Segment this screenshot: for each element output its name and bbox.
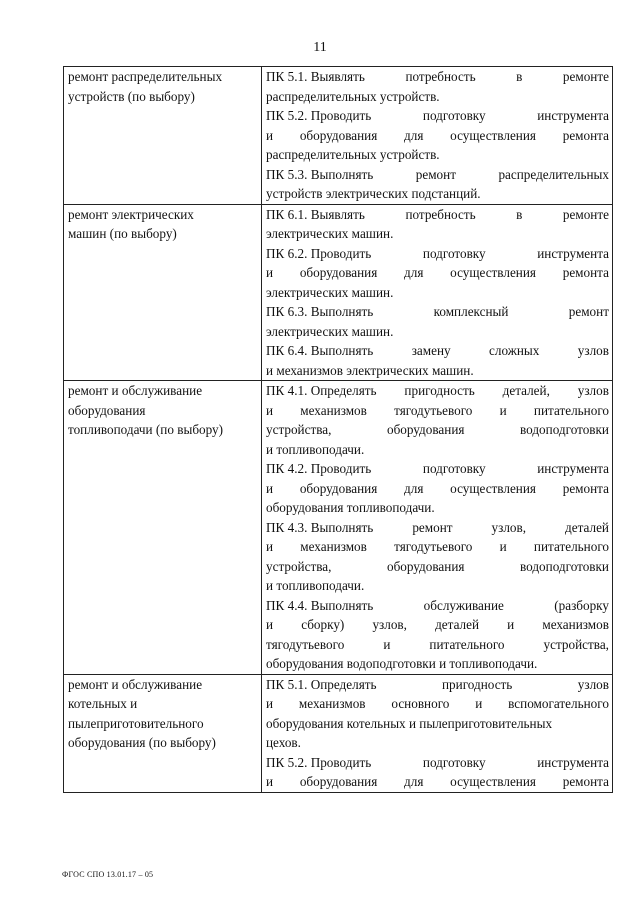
competency-line (266, 537, 609, 557)
competency-text: деталей (565, 519, 609, 535)
competency-line (266, 714, 609, 734)
competency-text: ПК 4.3. Выполнять (266, 519, 374, 535)
competency-text: узлов (577, 383, 609, 398)
competency-text: осуществления (450, 127, 536, 143)
competency-text: ПК 6.3. Выполнять (266, 304, 374, 319)
discipline-line: котельных и (68, 696, 138, 711)
competency-text: ремонта (562, 265, 609, 280)
competency-text: оборудования (299, 127, 378, 143)
competency-text: водоподготовки (519, 558, 609, 574)
competency-text: и (499, 539, 507, 554)
competency-text: ПК 5.2. Проводить (266, 108, 372, 123)
competency-line (266, 733, 609, 753)
competency-text: деталей, (502, 383, 550, 398)
competency-text: ПК 6.4. Выполнять (266, 343, 374, 358)
competency-line (266, 145, 609, 165)
table-row (64, 204, 613, 381)
competency-text: ремонт (415, 166, 456, 182)
competency-text: механизмов (300, 539, 367, 554)
competency-text: узлов (577, 676, 609, 692)
discipline-line: топливоподачи (по выбору) (68, 422, 224, 437)
competency-text: основного (391, 696, 450, 711)
discipline-line: ремонт распределительных (68, 69, 223, 84)
competency-text: электрических машин. (266, 323, 394, 339)
competency-text: в (516, 69, 523, 84)
competency-text: тягодутьевого (394, 539, 473, 554)
competency-text: подготовку (422, 461, 486, 476)
competency-cell (262, 67, 613, 205)
competency-text: инструмента (537, 461, 609, 476)
competency-text: и (475, 696, 483, 711)
competency-line (266, 772, 609, 792)
competency-text: питательного (533, 402, 609, 418)
competency-text: потребность (405, 206, 476, 222)
competency-text: оборудования (386, 558, 465, 574)
competency-text: потребность (405, 69, 476, 84)
competency-text: для (404, 265, 424, 280)
competency-line (266, 479, 609, 499)
competency-text: и (266, 617, 274, 632)
competency-text: водоподготовки (519, 422, 609, 437)
competency-line (266, 576, 609, 596)
competency-text: цехов. (266, 735, 301, 750)
competency-text: ремонта (562, 774, 609, 789)
discipline-cell (64, 381, 262, 675)
discipline-line: машин (по выбору) (68, 226, 177, 241)
competency-line (266, 381, 609, 401)
competency-line (266, 205, 609, 225)
competency-text: оборудования котельных и пылеприготовительных (266, 715, 553, 731)
competency-text: пригодность (404, 383, 475, 398)
competency-line (266, 283, 609, 303)
competency-text: ПК 5.2. Проводить (266, 754, 372, 770)
competency-line (266, 361, 609, 381)
competency-text: и (266, 539, 274, 554)
competency-text: электрических машин. (266, 284, 394, 300)
competency-text: механизмов (300, 402, 367, 418)
competency-line (266, 165, 609, 185)
competency-text: и топливоподачи. (266, 441, 365, 457)
competency-text: ПК 5.3. Выполнять (266, 166, 374, 182)
competency-text: и (266, 402, 274, 418)
competency-text: для (404, 774, 424, 789)
competency-text: для (404, 127, 424, 143)
competency-line (266, 440, 609, 460)
competency-text: инструмента (537, 754, 609, 770)
competency-line (266, 498, 609, 518)
competency-text: в (516, 206, 523, 222)
competency-text: оборудования (386, 422, 465, 437)
competency-text: подготовку (422, 754, 486, 770)
competency-line (266, 518, 609, 538)
competency-text: питательного (429, 636, 505, 652)
competency-text: ПК 4.1. Определять (266, 383, 377, 398)
discipline-line: пылеприготовительного (68, 715, 204, 731)
competency-text: оборудования (299, 265, 378, 280)
discipline-cell (64, 67, 262, 205)
competency-cell (262, 204, 613, 381)
competency-cell (262, 381, 613, 675)
competency-text: и (383, 636, 391, 652)
competency-text: ПК 5.1. Определять (266, 676, 377, 692)
competency-line (266, 615, 609, 635)
competency-line (266, 675, 609, 695)
competency-text: тягодутьевого (266, 636, 345, 652)
competency-text: механизмов (542, 617, 609, 632)
competency-text: сборку) (301, 617, 345, 632)
competency-text: замену (411, 343, 451, 358)
competency-text: и (266, 265, 274, 280)
competency-text: оборудования (299, 480, 378, 496)
competency-text: устройства, (543, 636, 609, 652)
competency-line (266, 596, 609, 616)
competency-text: тягодутьевого (394, 402, 473, 418)
competency-text: и (266, 480, 274, 496)
competency-text: устройства, (266, 558, 332, 574)
competency-line (266, 694, 609, 714)
competency-text: узлов, (491, 519, 527, 535)
competency-text: инструмента (537, 245, 609, 261)
table-row (64, 381, 613, 675)
competency-text: устройства, (266, 422, 332, 437)
competency-text: осуществления (450, 774, 536, 789)
competency-text: обслуживание (423, 597, 504, 613)
competency-line (266, 184, 609, 204)
competency-text: и (499, 402, 507, 418)
discipline-line: оборудования (по выбору) (68, 735, 216, 750)
competency-text: (разборку (554, 597, 609, 613)
competency-line (266, 341, 609, 361)
competency-text: оборудования (299, 774, 378, 789)
competency-text: осуществления (450, 480, 536, 496)
competency-text: и топливоподачи. (266, 578, 365, 593)
competency-text: пригодность (442, 676, 513, 692)
competency-line (266, 244, 609, 264)
competency-line (266, 224, 609, 244)
competency-text: и (507, 617, 515, 632)
competency-text: комплексный (433, 304, 509, 319)
competency-text: инструмента (537, 108, 609, 123)
competency-line (266, 87, 609, 107)
competency-text: ПК 6.2. Проводить (266, 245, 372, 261)
competency-text: сложных (489, 343, 540, 358)
competency-line (266, 263, 609, 283)
competency-text: и механизмов электрических машин. (266, 362, 474, 378)
discipline-line: ремонт электрических (68, 206, 194, 222)
competency-line (266, 753, 609, 773)
competency-text: оборудования водоподготовки и топливоподачи. (266, 656, 538, 671)
competency-line (266, 459, 609, 479)
discipline-line: оборудования (68, 402, 146, 418)
competency-text: устройств электрических подстанций. (266, 186, 481, 201)
competency-text: узлов (577, 343, 609, 358)
competency-text: распределительных устройств. (266, 147, 440, 162)
competency-line (266, 635, 609, 655)
competency-text: ремонте (562, 206, 609, 222)
competency-text: и (266, 127, 274, 143)
competency-text: питательного (533, 539, 609, 554)
competency-text: подготовку (422, 245, 486, 261)
competency-text: подготовку (422, 108, 486, 123)
competency-text: распределительных устройств. (266, 88, 440, 104)
competency-text: осуществления (450, 265, 536, 280)
discipline-line: ремонт и обслуживание (68, 676, 203, 692)
competency-line (266, 557, 609, 577)
competency-text: и (266, 696, 274, 711)
competency-cell (262, 674, 613, 792)
competency-text: ПК 4.2. Проводить (266, 461, 372, 476)
competency-line (266, 401, 609, 421)
competency-text: ремонт (412, 519, 453, 535)
footer-code: ФГОС СПО 13.01.17 – 05 (62, 870, 154, 879)
competency-line (266, 654, 609, 674)
competency-line (266, 322, 609, 342)
competency-text: для (404, 480, 424, 496)
competency-text: узлов, (372, 617, 407, 632)
table-row (64, 67, 613, 205)
competency-table (63, 66, 613, 793)
competency-text: ПК 5.1. Выявлять (266, 69, 365, 84)
competency-line (266, 106, 609, 126)
competency-text: электрических машин. (266, 226, 394, 241)
competency-line (266, 67, 609, 87)
discipline-cell (64, 204, 262, 381)
competency-text: ремонте (562, 69, 609, 84)
competency-text: деталей (435, 617, 480, 632)
competency-text: ремонта (562, 127, 609, 143)
competency-text: ремонт (568, 304, 609, 319)
competency-text: вспомогательного (508, 696, 609, 711)
discipline-line: ремонт и обслуживание (68, 383, 203, 398)
discipline-line: устройств (по выбору) (68, 88, 195, 104)
competency-text: и (266, 774, 274, 789)
competency-text: ПК 4.4. Выполнять (266, 597, 374, 613)
page-number: 11 (313, 40, 327, 55)
discipline-cell (64, 674, 262, 792)
competency-text: распределительных (498, 166, 609, 182)
competency-line (266, 302, 609, 322)
competency-text: ремонта (562, 480, 609, 496)
competency-text: механизмов (298, 696, 366, 711)
competency-text: ПК 6.1. Выявлять (266, 206, 365, 222)
competency-text: оборудования топливоподачи. (266, 500, 435, 515)
competency-line (266, 126, 609, 146)
table-body (64, 67, 613, 793)
competency-line (266, 420, 609, 440)
table-row (64, 674, 613, 792)
